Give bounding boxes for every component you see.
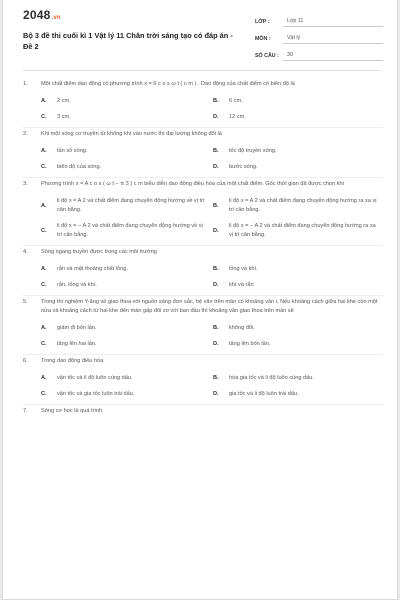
option-letter: B. bbox=[213, 148, 219, 154]
option-c[interactable] bbox=[41, 222, 213, 240]
question-4 bbox=[3, 248, 398, 290]
option-letter: D. bbox=[213, 391, 219, 397]
option-text: tốc độ truyền sóng. bbox=[229, 148, 277, 154]
option-text: li độ x = − A 2 và chất điểm đang chuyển động hướng về vị trí cân bằng. bbox=[57, 223, 203, 238]
question-7 bbox=[3, 407, 398, 416]
question-text: Trong thí nghiệm Y-âng về giao thoa với nguồn sáng đơn sắc, hệ vân trên màn có khoảng vân i. Nếu khoảng cách giữa hai khe còn một nửa và khoảng cách từ hai khe đến màn gấp đôi so với ban đầu thì khoảng vân giao thoa trên màn sẽ bbox=[41, 299, 378, 314]
option-letter: B. bbox=[213, 325, 219, 331]
option-letter: A. bbox=[41, 148, 47, 154]
meta-value: 30 bbox=[283, 52, 383, 61]
question-text: Sóng cơ học là quá trình bbox=[41, 408, 103, 414]
option-b[interactable] bbox=[213, 265, 385, 274]
meta-value: Lớp 11 bbox=[283, 18, 383, 27]
question-divider bbox=[23, 177, 383, 178]
option-c[interactable] bbox=[41, 340, 213, 349]
question-number: 6. bbox=[23, 358, 28, 364]
logo-suffix: .vn bbox=[51, 15, 61, 21]
option-text: 12 cm. bbox=[229, 114, 246, 120]
question-number: 3. bbox=[23, 181, 28, 187]
option-grid bbox=[41, 197, 383, 240]
option-b[interactable] bbox=[213, 324, 385, 333]
option-letter: D. bbox=[213, 341, 219, 347]
option-text: lỏng và khí. bbox=[229, 266, 258, 272]
question-6 bbox=[3, 357, 398, 399]
option-b[interactable] bbox=[213, 197, 385, 215]
question-number: 1. bbox=[23, 81, 28, 87]
option-letter: A. bbox=[41, 202, 47, 209]
option-grid bbox=[41, 324, 383, 349]
meta-info bbox=[255, 12, 383, 63]
meta-row-count bbox=[255, 46, 383, 61]
option-text: 3 cm. bbox=[57, 114, 71, 120]
question-number: 4. bbox=[23, 249, 28, 255]
question-divider bbox=[23, 245, 383, 246]
option-text: tần số sóng. bbox=[57, 148, 88, 154]
option-letter: C. bbox=[41, 114, 47, 120]
option-letter: A. bbox=[41, 325, 47, 331]
option-letter: D. bbox=[213, 164, 219, 170]
option-text: khí và rắn bbox=[229, 282, 254, 288]
option-b[interactable] bbox=[213, 147, 385, 156]
option-text: bước sóng. bbox=[229, 164, 258, 170]
logo-text: 2048 bbox=[23, 8, 51, 22]
option-text: vận tốc và li độ luôn cùng dấu. bbox=[57, 375, 133, 381]
question-3 bbox=[3, 180, 398, 240]
meta-row-subject bbox=[255, 29, 383, 44]
option-letter: C. bbox=[41, 164, 47, 170]
option-b[interactable] bbox=[213, 374, 385, 383]
option-text: gia tốc và li độ luôn trái dấu. bbox=[229, 391, 299, 397]
option-text: rắn và mặt thoáng chất lỏng. bbox=[57, 266, 128, 272]
question-number: 2. bbox=[23, 131, 28, 137]
option-text: rắn, lỏng và khí. bbox=[57, 282, 97, 288]
option-a[interactable] bbox=[41, 97, 213, 106]
option-c[interactable] bbox=[41, 113, 213, 122]
option-d[interactable] bbox=[213, 113, 385, 122]
option-text: hòa gia tốc và li độ luôn cùng dấu. bbox=[229, 375, 314, 381]
option-letter: B. bbox=[213, 202, 219, 209]
option-grid bbox=[41, 97, 383, 122]
option-letter: C. bbox=[41, 391, 47, 397]
option-grid bbox=[41, 265, 383, 290]
meta-value: Vật lý bbox=[283, 35, 383, 44]
option-letter: D. bbox=[213, 114, 219, 120]
option-letter: B. bbox=[213, 375, 219, 381]
question-2 bbox=[3, 130, 398, 172]
option-a[interactable] bbox=[41, 324, 213, 333]
option-text: tăng lên bốn lần. bbox=[229, 341, 271, 347]
question-text: Sóng ngang truyền được trong các môi trường bbox=[41, 249, 157, 255]
option-text: không đổi. bbox=[229, 325, 255, 331]
option-letter: A. bbox=[41, 375, 47, 381]
question-text: Khi một sóng cơ truyền từ không khí vào nước thì đại lượng không đổi là bbox=[41, 131, 222, 137]
option-text: li độ x = − A 2 và chất điểm đang chuyển động hướng ra xa vị trí cân bằng. bbox=[229, 223, 376, 238]
option-text: 2 cm. bbox=[57, 98, 71, 104]
question-5 bbox=[3, 298, 398, 349]
option-text: biên độ của sóng. bbox=[57, 164, 102, 170]
option-text: li độ x = A 2 và chất điểm đang chuyển động hướng về vị trí cân bằng. bbox=[57, 198, 205, 213]
question-text: Một chất điểm dao động có phương trình x = 6 c o s ω t ( c m ) . Dao động của chất điểm có biên độ là bbox=[41, 81, 295, 87]
option-text: vận tốc và gia tốc luôn trái dấu. bbox=[57, 391, 135, 397]
question-list bbox=[3, 80, 398, 424]
question-1 bbox=[3, 80, 398, 122]
option-a[interactable] bbox=[41, 147, 213, 156]
option-c[interactable] bbox=[41, 281, 213, 290]
question-text: Trong dao động điều hòa bbox=[41, 358, 104, 364]
option-a[interactable] bbox=[41, 374, 213, 383]
option-text: tăng lên hai lần. bbox=[57, 341, 97, 347]
question-number: 7. bbox=[23, 408, 28, 414]
option-letter: D. bbox=[213, 227, 219, 234]
option-c[interactable] bbox=[41, 163, 213, 172]
option-text: 6 cm. bbox=[229, 98, 243, 104]
site-logo[interactable] bbox=[23, 8, 61, 22]
document-header bbox=[3, 0, 398, 70]
header-divider bbox=[23, 70, 381, 71]
option-text: li độ x = A 2 và chất điểm đang chuyển động hướng ra xa vị trí cân bằng. bbox=[229, 198, 377, 213]
option-grid bbox=[41, 147, 383, 172]
question-divider bbox=[23, 127, 383, 128]
question-divider bbox=[23, 404, 383, 405]
option-b[interactable] bbox=[213, 97, 385, 106]
option-letter: C. bbox=[41, 227, 47, 234]
option-letter: B. bbox=[213, 266, 219, 272]
option-text: giảm đi bốn lần. bbox=[57, 325, 97, 331]
option-a[interactable] bbox=[41, 265, 213, 274]
option-d[interactable] bbox=[213, 281, 385, 290]
meta-row-class bbox=[255, 12, 383, 27]
option-d[interactable] bbox=[213, 340, 385, 349]
option-d[interactable] bbox=[213, 222, 385, 240]
option-grid bbox=[41, 374, 383, 399]
option-c[interactable] bbox=[41, 390, 213, 399]
document-title: Bộ 3 đề thi cuối kì 1 Vật lý 11 Chân trời sáng tạo có đáp án - Đề 2 bbox=[23, 31, 233, 51]
document-page bbox=[2, 0, 398, 600]
meta-label: SỐ CÂU : bbox=[255, 53, 279, 59]
question-text: Phương trình x = A c o s ( ω t − π 3 ) c m biểu diễn dao động điều hòa của một chất điểm. Gốc thời gian đã được chọn khi bbox=[41, 181, 344, 187]
meta-label: MÔN : bbox=[255, 36, 271, 42]
option-d[interactable] bbox=[213, 163, 385, 172]
question-divider bbox=[23, 354, 383, 355]
question-divider bbox=[23, 295, 383, 296]
option-letter: C. bbox=[41, 341, 47, 347]
option-letter: C. bbox=[41, 282, 47, 288]
option-d[interactable] bbox=[213, 390, 385, 399]
option-letter: B. bbox=[213, 98, 219, 104]
option-letter: A. bbox=[41, 266, 47, 272]
option-letter: D. bbox=[213, 282, 219, 288]
question-number: 5. bbox=[23, 299, 28, 305]
option-a[interactable] bbox=[41, 197, 213, 215]
option-letter: A. bbox=[41, 98, 47, 104]
meta-label: LỚP : bbox=[255, 19, 270, 25]
